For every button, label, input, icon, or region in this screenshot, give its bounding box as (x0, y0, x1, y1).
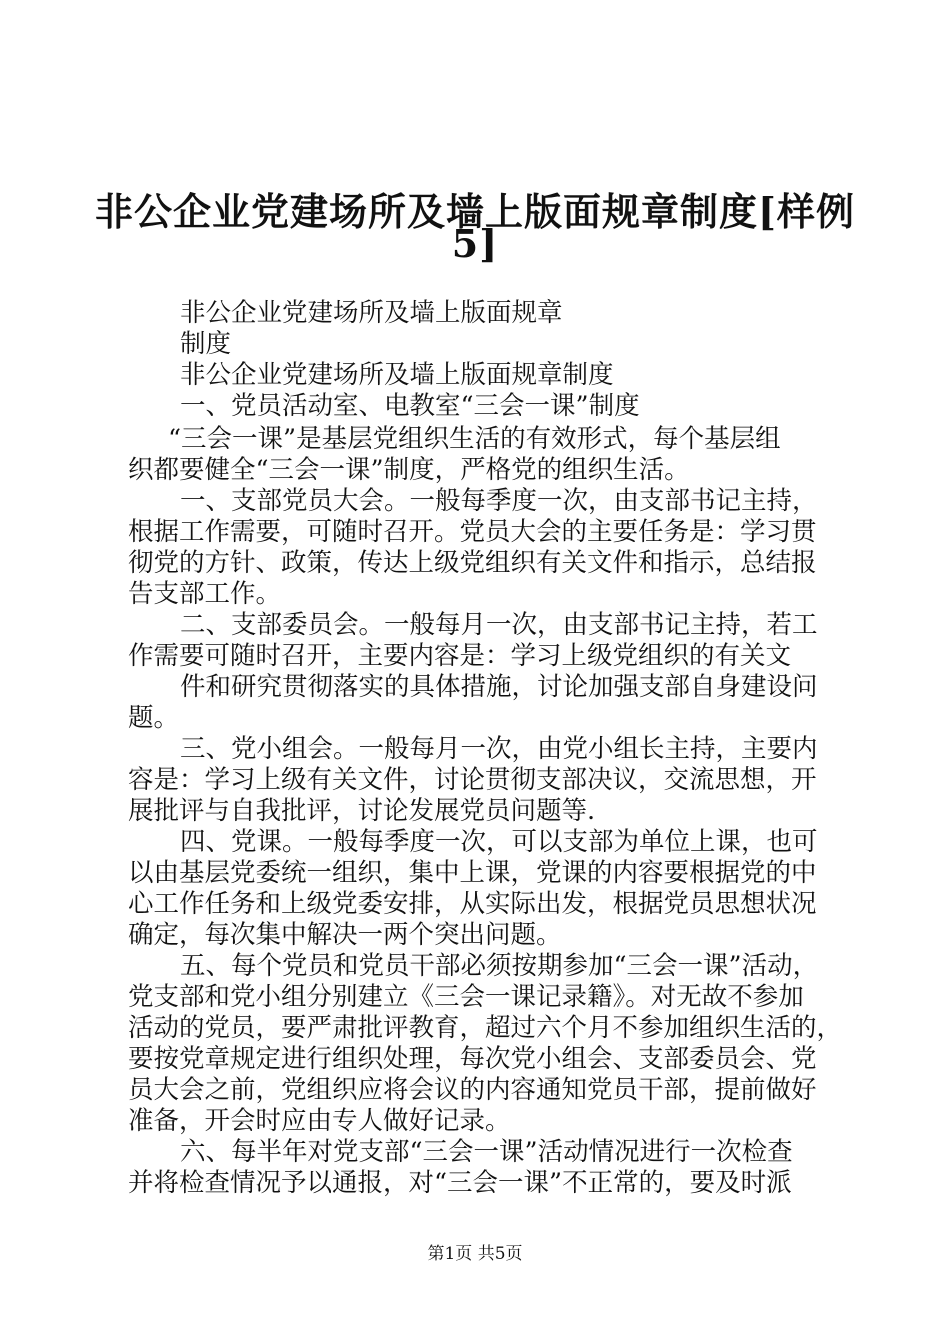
body-line: 以由基层党委统一组织，集中上课，党课的内容要根据党的中 (128, 858, 817, 888)
body-line: 活动的党员，要严肃批评教育，超过六个月不参加组织生活的， (128, 1013, 843, 1043)
page-number-footer: 第1页 共5页 (427, 1244, 523, 1264)
document-title-line-1: 非公企业党建场所及墙上版面规章制度[样例 (95, 189, 855, 234)
body-line: 告支部工作。 (128, 579, 282, 609)
body-line: 织都要健全“三会一课”制度，严格党的组织生活。 (128, 455, 690, 485)
body-line: 制度 (180, 329, 232, 359)
body-line: 准备，开会时应由专人做好记录。 (128, 1106, 511, 1136)
body-line: 四、党课。一般每季度一次，可以支部为单位上课，也可 (180, 827, 818, 857)
body-line: 非公企业党建场所及墙上版面规章制度 (180, 360, 614, 390)
document-title-line-2: 5] (451, 221, 499, 266)
body-line: 六、每半年对党支部“三会一课”活动情况进行一次检查 (180, 1137, 793, 1167)
body-line: 件和研究贯彻落实的具体措施，讨论加强支部自身建设问 (180, 672, 818, 702)
body-line: 要按党章规定进行组织处理，每次党小组会、支部委员会、党 (128, 1044, 817, 1074)
body-line: 展批评与自我批评，讨论发展党员问题等. (128, 796, 596, 826)
body-line: 作需要可随时召开，主要内容是：学习上级党组织的有关文 (128, 641, 792, 671)
body-line: 非公企业党建场所及墙上版面规章 (180, 298, 563, 328)
body-line: 彻党的方针、政策，传达上级党组织有关文件和指示，总结报 (128, 548, 817, 578)
body-line: 五、每个党员和党员干部必须按期参加“三会一课”活动， (180, 951, 819, 981)
body-line: 并将检查情况予以通报，对“三会一课”不正常的，要及时派 (128, 1168, 792, 1198)
body-line: 题。 (128, 703, 180, 733)
body-line: 一、党员活动室、电教室“三会一课”制度 (180, 391, 640, 421)
body-line: 容是：学习上级有关文件，讨论贯彻支部决议，交流思想，开 (128, 765, 817, 795)
body-line: “三会一课”是基层党组织生活的有效形式，每个基层组 (168, 424, 781, 454)
body-line: 三、党小组会。一般每月一次，由党小组长主持，主要内 (180, 734, 818, 764)
body-line: 党支部和党小组分别建立《三会一课记录籍》。对无故不参加 (128, 982, 804, 1012)
body-line: 一、支部党员大会。一般每季度一次，由支部书记主持， (180, 486, 818, 516)
body-line: 心工作任务和上级党委安排，从实际出发，根据党员思想状况 (128, 889, 817, 919)
body-line: 二、支部委员会。一般每月一次，由支部书记主持，若工 (180, 610, 818, 640)
body-line: 根据工作需要，可随时召开。党员大会的主要任务是：学习贯 (128, 517, 817, 547)
body-line: 确定，每次集中解决一两个突出问题。 (128, 920, 562, 950)
body-line: 员大会之前，党组织应将会议的内容通知党员干部，提前做好 (128, 1075, 817, 1105)
